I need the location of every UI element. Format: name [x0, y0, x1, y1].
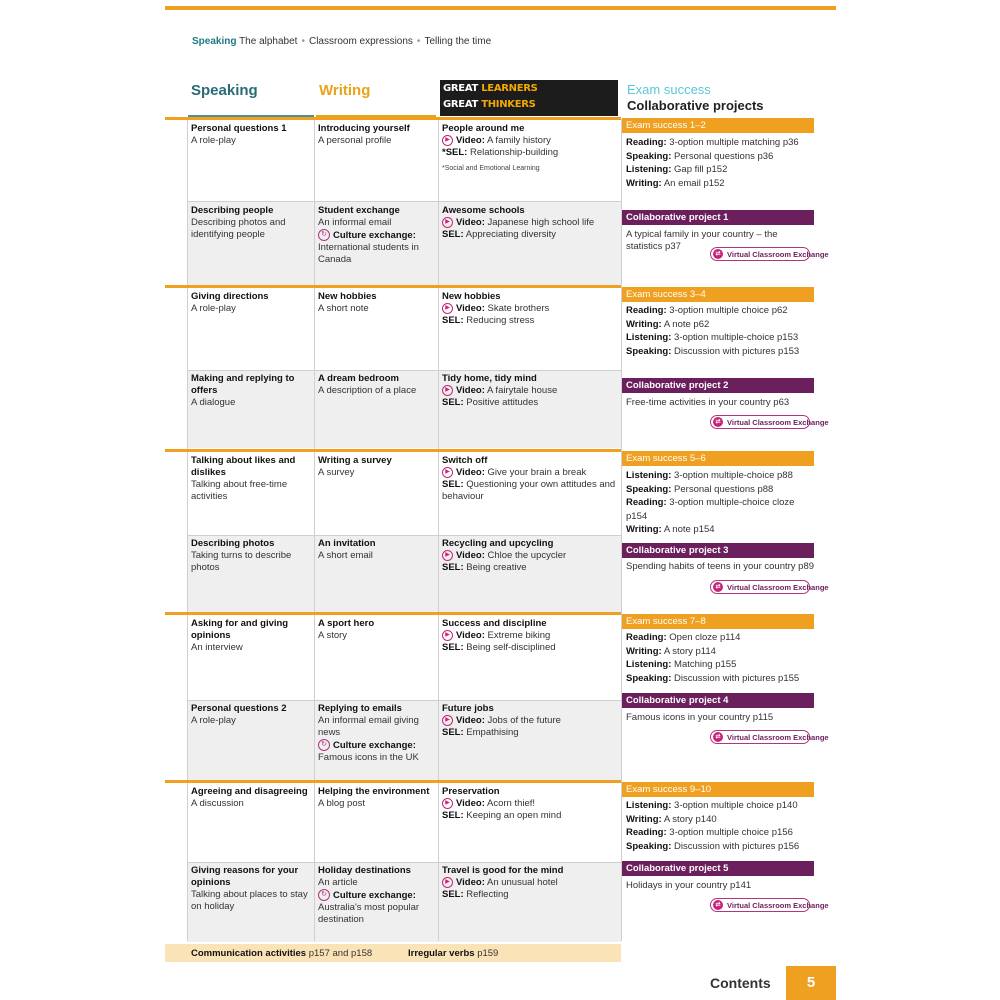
- exam-success-bar: [622, 451, 814, 466]
- cell-sub: Taking turns to describe photos: [191, 550, 292, 573]
- cell-sub: A blog post: [318, 798, 366, 809]
- play-icon: ▶: [442, 303, 453, 314]
- exam-task: A story p140: [663, 813, 717, 825]
- footer-bar: [165, 944, 621, 962]
- cell-sub: A role-play: [191, 715, 236, 726]
- cell-title: Tidy home, tidy mind: [442, 373, 537, 384]
- exam-skill: Speaking:: [626, 483, 672, 495]
- unit-separator: [165, 117, 621, 120]
- exam-task: Gap fill p152: [674, 164, 728, 175]
- exam-list: [626, 304, 814, 358]
- exam-task: An email p152: [663, 177, 725, 189]
- video-label: Video:: [456, 385, 485, 397]
- cell-title: Describing photos: [191, 538, 275, 549]
- logo-text: THINKERS: [481, 99, 536, 110]
- exam-success-bar: [622, 287, 814, 302]
- cell-sub: A personal profile: [318, 135, 392, 146]
- play-icon: ▶: [442, 135, 453, 146]
- writing-cell: [318, 205, 436, 266]
- writing-header-label: Writing: [319, 82, 371, 99]
- virtual-classroom-exchange-badge[interactable]: [710, 415, 829, 429]
- writing-column-header: [316, 80, 436, 118]
- speaking-cell: [191, 205, 311, 241]
- exam-task: 3-option multiple matching p36: [669, 137, 799, 148]
- breadcrumb-lead: Speaking: [192, 36, 237, 47]
- writing-cell: [318, 703, 436, 764]
- cell-sub: An informal email: [318, 217, 392, 228]
- cell-title: Talking about likes and dislikes: [191, 455, 296, 478]
- cell-sub: A story: [318, 630, 348, 641]
- speaking-cell: [191, 618, 311, 654]
- virtual-classroom-exchange-badge[interactable]: [710, 247, 829, 261]
- vce-label: Virtual Classroom Exchange: [727, 901, 829, 910]
- section-name: Contents: [710, 975, 771, 991]
- exam-title: Exam success 7–8: [626, 616, 706, 627]
- video-title: Japanese high school life: [487, 217, 595, 229]
- exam-skill: Listening:: [626, 470, 672, 481]
- video-label: Video:: [456, 217, 485, 229]
- exam-task: 3-option multiple choice p156: [669, 827, 793, 838]
- speaking-cell: [191, 123, 311, 147]
- project-text: Spending habits of teens in your country p89: [626, 561, 815, 572]
- sel-label: SEL:: [442, 889, 464, 901]
- exam-skill: Speaking:: [626, 840, 672, 852]
- sel-value: Being creative: [466, 562, 527, 574]
- cell-title: A dream bedroom: [318, 373, 399, 384]
- logo-text: GREAT: [443, 83, 479, 94]
- exam-skill: Listening:: [626, 164, 672, 175]
- exam-skill: Reading:: [626, 137, 667, 148]
- sel-value: Questioning your own attitudes and behaviour: [442, 479, 616, 503]
- logo-text: GREAT: [443, 99, 479, 110]
- communication-activities-pages: p157 and p158: [308, 948, 373, 959]
- project-title: Collaborative project 2: [626, 380, 729, 391]
- cell-sub: Describing photos and identifying people: [191, 217, 286, 240]
- speaking-column-header: [188, 80, 314, 118]
- cell-title: An invitation: [318, 538, 376, 549]
- video-label: Video:: [456, 550, 485, 562]
- exam-task: 3-option multiple choice p140: [674, 800, 798, 811]
- great-learners-cell: [442, 538, 618, 574]
- project-text: A typical family in your country – the statistics p37: [626, 229, 778, 252]
- cell-title: Personal questions 1: [191, 123, 287, 134]
- video-title: Chloe the upcycler: [487, 550, 567, 562]
- cell-sub: A short email: [318, 550, 373, 561]
- exam-task: Open cloze p114: [669, 632, 741, 643]
- cell-title: Preservation: [442, 786, 500, 797]
- vce-label: Virtual Classroom Exchange: [727, 250, 829, 259]
- collaborative-project-bar: [622, 210, 814, 225]
- collaborative-project-bar: [622, 378, 814, 393]
- irregular-verbs-label: Irregular verbs: [408, 948, 475, 959]
- play-icon: ▶: [442, 877, 453, 888]
- sel-value: Being self-disciplined: [466, 642, 556, 654]
- breadcrumb-item: The alphabet: [239, 36, 298, 47]
- video-title: A fairytale house: [486, 385, 558, 397]
- vce-label: Virtual Classroom Exchange: [727, 733, 829, 742]
- sel-value: Reducing stress: [466, 315, 535, 327]
- speaking-cell: [191, 703, 311, 727]
- breadcrumb: Speaking The alphabet • Classroom expressions • Telling the time: [192, 36, 492, 47]
- cell-title: New hobbies: [318, 291, 377, 302]
- video-title: Give your brain a break: [487, 467, 587, 479]
- exam-skill: Reading:: [626, 497, 667, 508]
- sel-label: SEL:: [442, 727, 464, 739]
- exam-skill: Reading:: [626, 827, 667, 838]
- sel-value: Reflecting: [466, 889, 509, 901]
- cell-sub: A survey: [318, 467, 355, 478]
- grid-line: [187, 119, 188, 941]
- exam-list: [626, 799, 814, 853]
- great-learners-cell: [442, 291, 618, 327]
- top-accent-bar: [165, 6, 836, 10]
- sel-label: SEL:: [442, 479, 464, 491]
- exchange-icon: ⇄: [713, 732, 723, 742]
- cell-title: Switch off: [442, 455, 488, 466]
- video-label: Video:: [456, 715, 485, 727]
- exam-task: Discussion with pictures p156: [674, 840, 800, 852]
- exam-skill: Listening:: [626, 659, 672, 670]
- project-text: Famous icons in your country p115: [626, 712, 774, 723]
- speaking-cell: [191, 455, 311, 503]
- exam-success-bar: [622, 782, 814, 797]
- exam-task: Personal questions p88: [674, 483, 774, 495]
- row-separator: [187, 700, 621, 701]
- writing-cell: [318, 123, 436, 147]
- exam-task: 3-option multiple-choice cloze p154: [626, 497, 795, 522]
- great-learners-cell: [442, 373, 618, 409]
- play-icon: ▶: [442, 715, 453, 726]
- communication-activities-label: Communication activities: [191, 948, 307, 959]
- cell-sub: An interview: [191, 642, 243, 653]
- sel-value: Keeping an open mind: [466, 810, 562, 822]
- writing-cell: [318, 455, 436, 479]
- writing-cell: [318, 538, 436, 562]
- sel-label: SEL:: [442, 315, 464, 327]
- exam-success-bar: [622, 614, 814, 629]
- video-title: Jobs of the future: [487, 715, 561, 727]
- virtual-classroom-exchange-badge[interactable]: [710, 898, 829, 912]
- logo-text: LEARNERS: [481, 83, 538, 94]
- culture-label: Culture exchange:: [333, 739, 416, 751]
- speaking-header-label: Speaking: [191, 82, 258, 99]
- project-title: Collaborative project 1: [626, 212, 729, 223]
- sel-label: SEL:: [442, 642, 464, 654]
- exam-skill: Listening:: [626, 800, 672, 811]
- breadcrumb-item: Telling the time: [424, 36, 492, 47]
- play-icon: ▶: [442, 798, 453, 809]
- cell-title: A sport hero: [318, 618, 375, 629]
- sel-value: Empathising: [466, 727, 519, 739]
- exam-skill: Writing:: [626, 177, 662, 189]
- video-label: Video:: [456, 798, 485, 810]
- writing-cell: [318, 618, 436, 642]
- cell-sub: A role-play: [191, 135, 236, 146]
- video-label: Video:: [456, 467, 485, 479]
- exam-header-main: Collaborative projects: [627, 98, 764, 113]
- speaking-cell: [191, 865, 311, 913]
- cell-sub: A discussion: [191, 798, 244, 809]
- cell-sub: A short note: [318, 303, 369, 314]
- cell-title: Introducing yourself: [318, 123, 410, 134]
- exam-task: Matching p155: [674, 659, 737, 670]
- cell-title: New hobbies: [442, 291, 501, 302]
- cell-title: Future jobs: [442, 703, 494, 714]
- great-learners-cell: [442, 455, 618, 503]
- grid-line: [621, 119, 622, 941]
- exam-task: 3-option multiple choice p62: [669, 305, 788, 316]
- exam-success-bar: [622, 118, 814, 133]
- cell-title: Giving reasons for your opinions: [191, 865, 299, 888]
- exam-task: 3-option multiple-choice p88: [674, 470, 793, 481]
- unit-separator: [165, 780, 621, 783]
- exam-skill: Reading:: [626, 305, 667, 316]
- video-title: Extreme biking: [487, 630, 551, 642]
- row-separator: [187, 862, 621, 863]
- cell-title: Describing people: [191, 205, 274, 216]
- collaborative-project-bar: [622, 861, 814, 876]
- writing-cell: [318, 373, 436, 397]
- exam-skill: Writing:: [626, 524, 662, 535]
- video-label: Video:: [456, 303, 485, 315]
- cell-title: Asking for and giving opinions: [191, 618, 289, 641]
- project-title: Collaborative project 3: [626, 545, 729, 556]
- video-title: A family history: [486, 135, 551, 147]
- exam-task: A note p62: [663, 318, 710, 330]
- great-learners-cell: [442, 618, 618, 654]
- breadcrumb-item: Classroom expressions: [308, 36, 413, 47]
- cell-sub: Talking about places to stay on holiday: [191, 889, 308, 912]
- footnote: *Social and Emotional Learning: [442, 165, 540, 173]
- project-title: Collaborative project 4: [626, 695, 729, 706]
- culture-exchange-icon: ↻: [318, 229, 330, 241]
- cell-title: Writing a survey: [318, 455, 392, 466]
- exam-task: A note p154: [663, 524, 715, 535]
- speaking-cell: [191, 373, 311, 409]
- video-title: Skate brothers: [487, 303, 550, 315]
- great-learners-logo: [440, 80, 618, 116]
- exam-skill: Speaking:: [626, 345, 672, 357]
- speaking-cell: [191, 538, 311, 574]
- grid-line: [438, 119, 439, 941]
- unit-separator: [165, 612, 621, 615]
- collaborative-project-bar: [622, 543, 814, 558]
- row-separator: [187, 535, 621, 536]
- cell-title: Making and replying to offers: [191, 373, 295, 396]
- exam-skill: Writing:: [626, 645, 662, 657]
- sel-value: Positive attitudes: [466, 397, 539, 409]
- culture-value: Famous icons in the UK: [318, 751, 419, 763]
- cell-sub: A dialogue: [191, 397, 236, 408]
- cell-title: Agreeing and disagreeing: [191, 786, 308, 797]
- video-label: Video:: [456, 135, 485, 147]
- exam-task: Personal questions p36: [674, 150, 774, 162]
- cell-title: Holiday destinations: [318, 865, 411, 876]
- exam-skill: Writing:: [626, 318, 662, 330]
- virtual-classroom-exchange-badge[interactable]: [710, 730, 829, 744]
- speaking-cell: [191, 291, 311, 315]
- cell-title: Replying to emails: [318, 703, 402, 714]
- great-learners-cell: [442, 123, 618, 175]
- play-icon: ▶: [442, 467, 453, 478]
- cell-title: Personal questions 2: [191, 703, 287, 714]
- exam-title: Exam success 9–10: [626, 784, 712, 795]
- page-number: 5: [806, 974, 816, 991]
- exchange-icon: ⇄: [713, 900, 723, 910]
- project-text: Free-time activities in your country p63: [626, 397, 790, 408]
- cell-title: Student exchange: [318, 205, 400, 216]
- exam-skill: Listening:: [626, 332, 672, 343]
- cell-title: People around me: [442, 123, 525, 134]
- exam-skill: Speaking:: [626, 150, 672, 162]
- cell-title: Success and discipline: [442, 618, 547, 629]
- culture-label: Culture exchange:: [333, 229, 416, 241]
- exchange-icon: ⇄: [713, 582, 723, 592]
- exam-column-header: [626, 80, 816, 118]
- cell-sub: A description of a place: [318, 385, 417, 396]
- cell-sub: An article: [318, 877, 358, 888]
- sel-label: SEL:: [442, 810, 464, 822]
- exam-title: Exam success 1–2: [626, 120, 706, 131]
- exam-title: Exam success 5–6: [626, 453, 706, 464]
- video-label: Video:: [456, 877, 485, 889]
- video-title: Acorn thief!: [486, 798, 536, 810]
- culture-exchange-icon: ↻: [318, 889, 330, 901]
- grid-line: [314, 119, 315, 941]
- cell-title: Giving directions: [191, 291, 269, 302]
- exam-skill: Writing:: [626, 813, 662, 825]
- cell-title: Recycling and upcycling: [442, 538, 554, 549]
- video-title: An unusual hotel: [486, 877, 558, 889]
- vce-label: Virtual Classroom Exchange: [727, 418, 829, 427]
- sel-label: SEL:: [442, 397, 464, 409]
- collaborative-project-bar: [622, 693, 814, 708]
- exam-task: 3-option multiple-choice p153: [674, 332, 799, 343]
- cell-sub: A role-play: [191, 303, 236, 314]
- exam-task: Discussion with pictures p153: [674, 345, 800, 357]
- great-learners-cell: [442, 703, 618, 739]
- exam-title: Exam success 3–4: [626, 289, 706, 300]
- irregular-verbs-page: p159: [477, 948, 499, 959]
- virtual-classroom-exchange-badge[interactable]: [710, 580, 829, 594]
- project-text: Holidays in your country p141: [626, 880, 752, 891]
- culture-exchange-icon: ↻: [318, 739, 330, 751]
- great-learners-cell: [442, 786, 618, 822]
- play-icon: ▶: [442, 217, 453, 228]
- video-label: Video:: [456, 630, 485, 642]
- exam-list: [626, 136, 814, 190]
- unit-separator: [165, 285, 621, 288]
- exchange-icon: ⇄: [713, 417, 723, 427]
- writing-cell: [318, 786, 436, 810]
- exam-skill: Speaking:: [626, 672, 672, 684]
- exam-task: A story p114: [663, 645, 716, 657]
- cell-title: Travel is good for the mind: [442, 865, 564, 876]
- writing-cell: [318, 291, 436, 315]
- unit-separator: [165, 449, 621, 452]
- exam-header-sub: Exam success: [627, 82, 711, 97]
- exchange-icon: ⇄: [713, 249, 723, 259]
- row-separator: [187, 201, 621, 202]
- sel-label: *SEL:: [442, 147, 468, 159]
- speaking-cell: [191, 786, 311, 810]
- cell-sub: An informal email giving news: [318, 715, 419, 738]
- cell-title: Helping the environment: [318, 786, 430, 797]
- great-learners-cell: [442, 205, 618, 241]
- sel-value: Relationship-building: [469, 147, 559, 159]
- culture-value: Australia's most popular destination: [318, 901, 420, 925]
- exam-list: [626, 469, 814, 537]
- exam-list: [626, 631, 814, 685]
- play-icon: ▶: [442, 385, 453, 396]
- exam-task: Discussion with pictures p155: [674, 672, 800, 684]
- page-number-box: [786, 966, 836, 1000]
- culture-label: Culture exchange:: [333, 889, 416, 901]
- sel-label: SEL:: [442, 562, 464, 574]
- exam-skill: Reading:: [626, 632, 667, 643]
- row-separator: [187, 370, 621, 371]
- vce-label: Virtual Classroom Exchange: [727, 583, 829, 592]
- project-title: Collaborative project 5: [626, 863, 729, 874]
- play-icon: ▶: [442, 550, 453, 561]
- writing-cell: [318, 865, 436, 926]
- cell-title: Awesome schools: [442, 205, 525, 216]
- culture-value: International students in Canada: [318, 241, 419, 265]
- sel-value: Appreciating diversity: [465, 229, 557, 241]
- great-learners-cell: [442, 865, 618, 901]
- sel-label: SEL:: [442, 229, 464, 241]
- play-icon: ▶: [442, 630, 453, 641]
- cell-sub: Talking about free-time activities: [191, 479, 288, 502]
